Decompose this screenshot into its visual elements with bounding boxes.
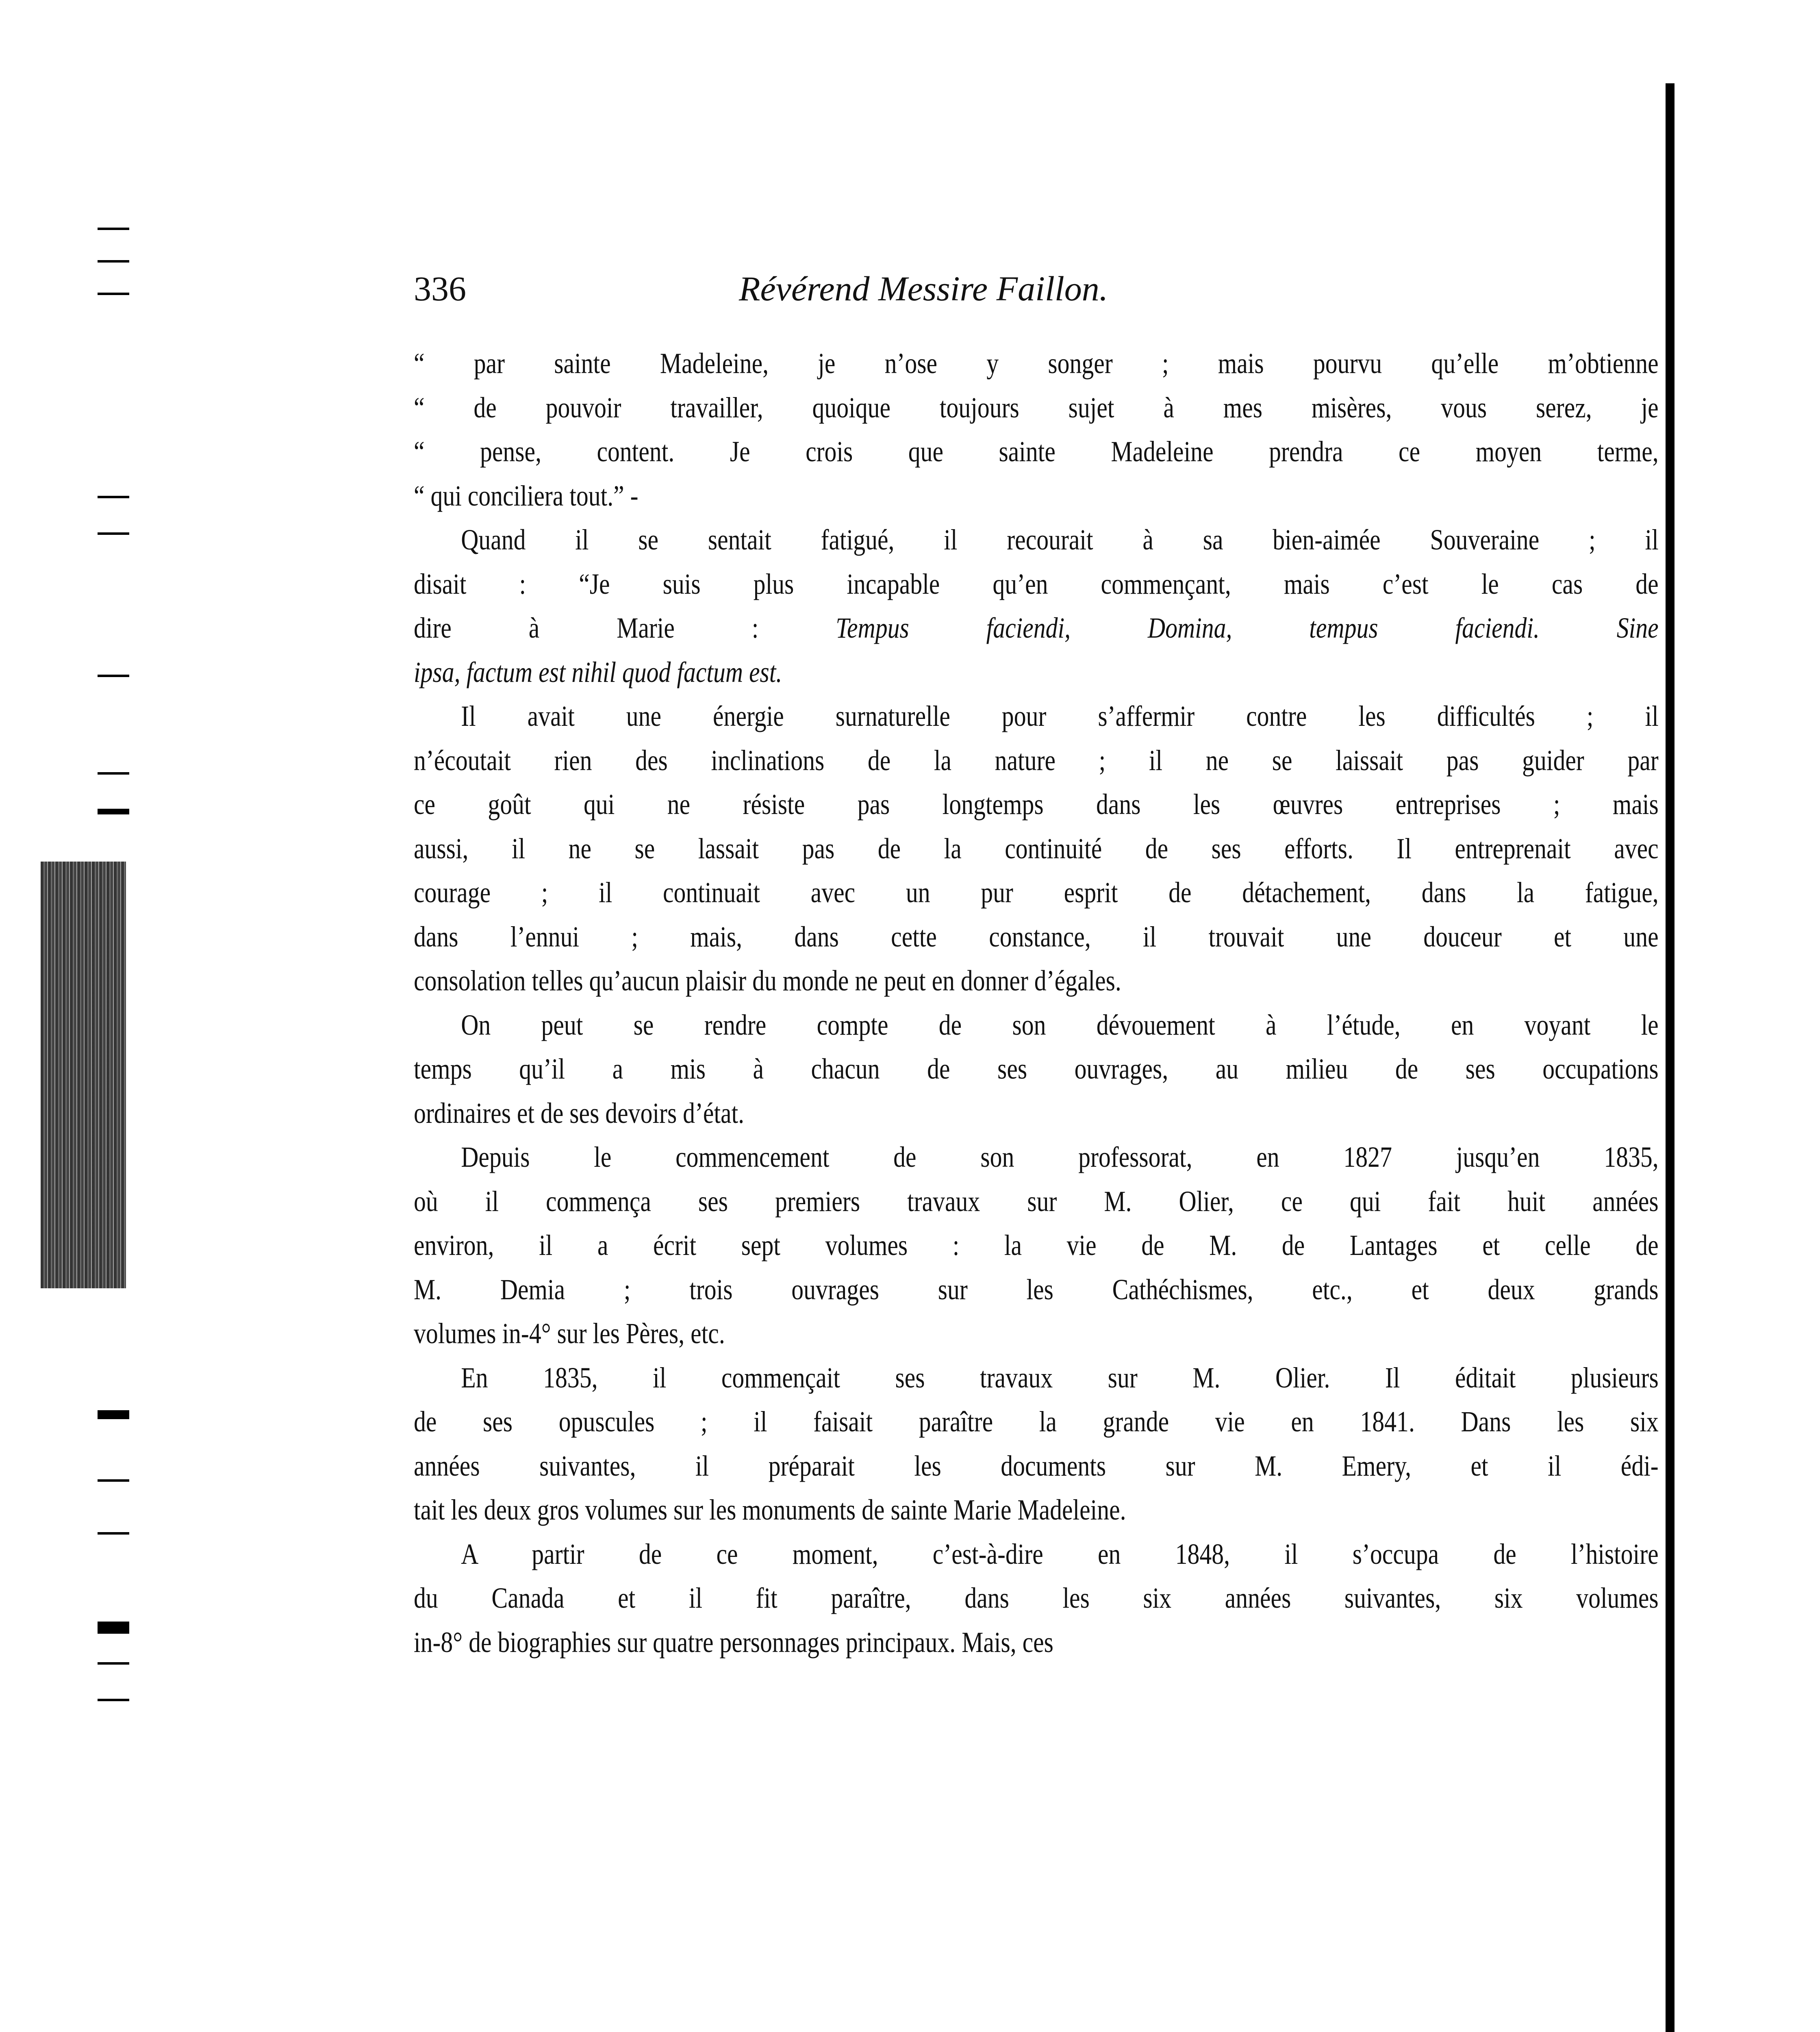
margin-mark xyxy=(98,496,129,498)
margin-mark xyxy=(98,260,129,263)
margin-mark xyxy=(98,1662,129,1665)
text-line: volumes in-4° sur les Pères, etc. xyxy=(414,1317,725,1350)
text-line: disait : “Je suis plus incapable qu’en commençant, mais c’est le cas de xyxy=(414,567,1659,600)
margin-mark xyxy=(98,1479,129,1482)
text-line: “ de pouvoir travailler, quoique toujours sujet à mes misères, vous serez, je xyxy=(414,391,1659,424)
margin-mark xyxy=(98,1622,129,1634)
margin-mark xyxy=(98,532,129,535)
text-line: années suivantes, il préparait les documents sur M. Emery, et il édi- xyxy=(414,1449,1659,1482)
text-line: courage ; il continuait avec un pur esprit de détachement, dans la fatigue, xyxy=(414,876,1659,909)
paragraph xyxy=(414,1003,1659,1135)
margin-mark xyxy=(98,772,129,775)
paragraph xyxy=(414,518,1659,694)
text-line: de ses opuscules ; il faisait paraître la grande vie en 1841. Dans les six xyxy=(414,1405,1659,1438)
margin-mark xyxy=(98,1699,129,1701)
paragraph xyxy=(414,1532,1659,1665)
margin-mark xyxy=(98,675,129,677)
text-line: in-8° de biographies sur quatre personnages principaux. Mais, ces xyxy=(414,1626,1053,1659)
text-line: En 1835, il commençait ses travaux sur M. Olier. Il éditait plusieurs xyxy=(461,1361,1659,1394)
text-line: ce goût qui ne résiste pas longtemps dans les œuvres entreprises ; mais xyxy=(414,788,1659,821)
margin-mark xyxy=(98,1532,129,1535)
text-line: consolation telles qu’aucun plaisir du monde ne peut en donner d’égales. xyxy=(414,964,1121,997)
text-line: dans l’ennui ; mais, dans cette constance, il trouvait une douceur et une xyxy=(414,920,1659,953)
text-line: aussi, il ne se lassait pas de la continuité de ses efforts. Il entreprenait avec xyxy=(414,832,1659,865)
margin-mark xyxy=(98,809,129,814)
text-line: Depuis le commencement de son professorat, en 1827 jusqu’en 1835, xyxy=(461,1141,1659,1173)
margin-scan-smudge xyxy=(41,862,126,1288)
text-line: “ par sainte Madeleine, je n’ose y songer ; mais pourvu qu’elle m’obtienne xyxy=(414,347,1659,380)
text-line: environ, il a écrit sept volumes : la vie de M. de Lantages et celle de xyxy=(414,1229,1659,1261)
page-number: 336 xyxy=(414,269,466,308)
margin-mark xyxy=(98,1410,129,1419)
scan-edge-bar xyxy=(1666,83,1674,2032)
paragraph xyxy=(414,694,1659,1003)
text-line: où il commença ses premiers travaux sur M. Olier, ce qui fait huit années xyxy=(414,1185,1659,1218)
text-line: On peut se rendre compte de son dévouement à l’étude, en voyant le xyxy=(461,1008,1659,1041)
margin-mark xyxy=(98,293,129,295)
page-header xyxy=(414,260,1639,317)
text-line: dire à Marie : Tempus faciendi, Domina, tempus faciendi. Sine xyxy=(414,612,1659,644)
paragraph xyxy=(414,1135,1659,1356)
paragraph xyxy=(414,1356,1659,1532)
text-line: ipsa, factum est nihil quod factum est. xyxy=(414,656,782,688)
text-line: “ qui conciliera tout.” - xyxy=(414,479,639,512)
text-line: ordinaires et de ses devoirs d’état. xyxy=(414,1096,745,1129)
margin-mark xyxy=(98,228,129,230)
text-line: n’écoutait rien des inclinations de la nature ; il ne se laissait pas guider par xyxy=(414,744,1659,777)
text-line: M. Demia ; trois ouvrages sur les Cathéchismes, etc., et deux grands xyxy=(414,1273,1659,1306)
text-line: Il avait une énergie surnaturelle pour s’affermir contre les difficultés ; il xyxy=(461,700,1659,732)
text-line: tait les deux gros volumes sur les monuments de sainte Marie Madeleine. xyxy=(414,1494,1126,1526)
paragraph xyxy=(414,341,1659,518)
text-line: Quand il se sentait fatigué, il recourait à sa bien-aimée Souveraine ; il xyxy=(461,523,1659,556)
text-line: “ pense, content. Je crois que sainte Madeleine prendra ce moyen terme, xyxy=(414,435,1659,468)
running-title: Révérend Messire Faillon. xyxy=(739,269,1108,308)
text-line: du Canada et il fit paraître, dans les six années suivantes, six volumes xyxy=(414,1582,1659,1614)
text-line: temps qu’il a mis à chacun de ses ouvrages, au milieu de ses occupations xyxy=(414,1053,1659,1085)
body-text xyxy=(414,341,1659,1664)
text-line: A partir de ce moment, c’est-à-dire en 1848, il s’occupa de l’histoire xyxy=(461,1537,1659,1570)
